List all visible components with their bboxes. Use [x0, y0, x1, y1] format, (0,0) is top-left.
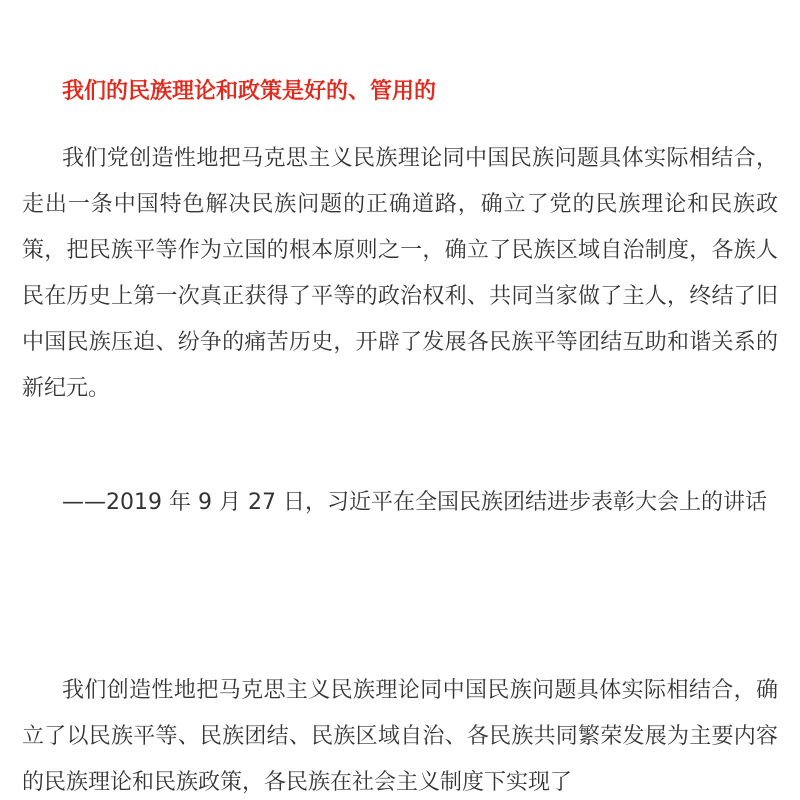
quote-paragraph: 我们党创造性地把马克思主义民族理论同中国民族问题具体实际相结合，走出一条中国特色解决民族问题的正确道路，确立了党的民族理论和民族政策，把民族平等作为立国的根本原则之一，确立了民族区域自治制度，各族人民在历史上第一次真正获得了平等的政治权利、共同当家做了主人，终结了旧中国民族压迫、纷争的痛苦历史，开辟了发展各民族平等团结互助和谐关系的新纪元。: [22, 146, 778, 401]
body-paragraph: 我们创造性地把马克思主义民族理论同中国民族问题具体实际相结合，确立了以民族平等、民族团结、民族区域自治、各民族共同繁荣发展为主要内容的民族理论和民族政策，各民族在社会主义制度下实现了: [22, 678, 778, 795]
article-heading: 我们的民族理论和政策是好的、管用的: [62, 79, 437, 104]
quote-source: ——2019 年 9 月 27 日，习近平在全国民族团结进步表彰大会上的讲话: [62, 490, 767, 515]
